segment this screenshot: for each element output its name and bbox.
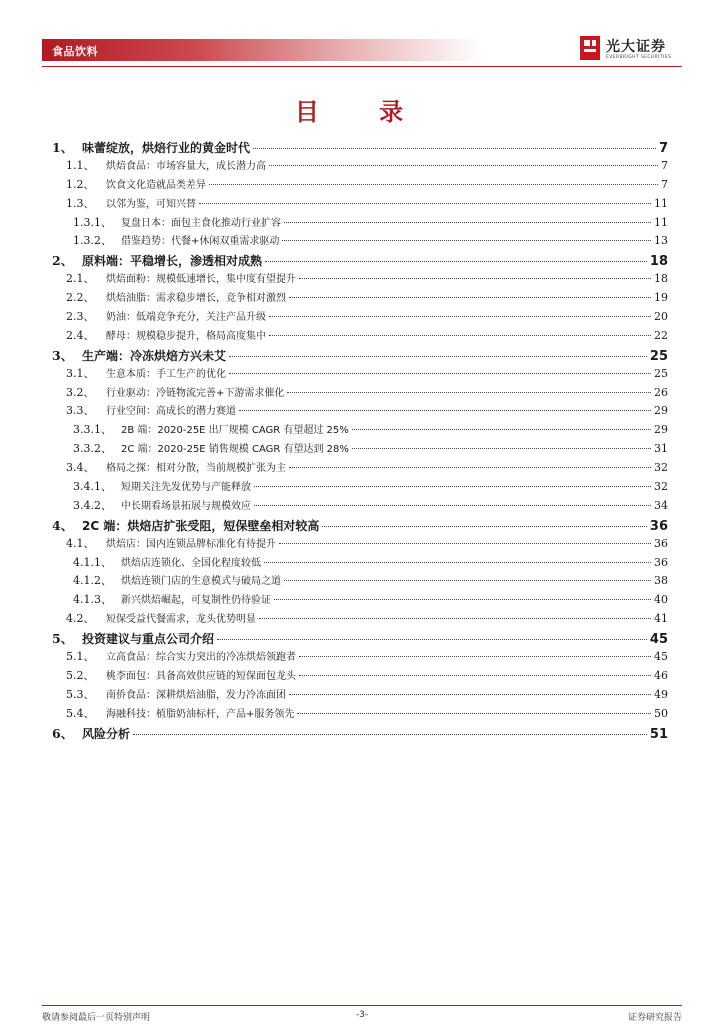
toc-entry[interactable] xyxy=(52,384,668,403)
toc-entry[interactable] xyxy=(52,327,668,346)
toc-leader-dots xyxy=(239,410,651,411)
toc-leader-dots xyxy=(289,467,651,468)
toc-entry[interactable] xyxy=(52,554,668,573)
toc-entry-number: 3.2、 xyxy=(66,385,95,399)
toc-leader-dots xyxy=(217,639,647,640)
toc-entry-page: 32 xyxy=(654,480,668,494)
toc-entry-page: 32 xyxy=(654,461,668,475)
toc-entry-title: 味蕾绽放，烘焙行业的黄金时代 xyxy=(82,141,251,155)
toc-leader-dots xyxy=(289,694,651,695)
toc-entry-number: 3.1、 xyxy=(66,366,95,380)
logo-name: 光大证券 xyxy=(606,39,666,55)
page-number: -3- xyxy=(355,1010,369,1020)
toc-entry-number: 3、 xyxy=(52,347,74,363)
toc-entry-title: 新兴烘焙崛起，可复制性仍待验证 xyxy=(121,595,271,607)
footer-disclaimer: 敬请参阅最后一页特别声明 xyxy=(42,1013,151,1023)
toc-entry-number: 1.3、 xyxy=(66,196,95,210)
toc-entry-title: 原料端：平稳增长，渗透相对成熟 xyxy=(82,254,263,269)
toc-entry[interactable] xyxy=(52,138,668,157)
toc-entry-page: 18 xyxy=(654,272,668,286)
toc-entry-number: 1.3.2、 xyxy=(73,234,112,248)
toc-entry-page: 46 xyxy=(654,668,668,682)
toc-leader-dots xyxy=(269,316,651,317)
toc-leader-dots xyxy=(253,148,656,149)
toc-leader-dots xyxy=(259,618,651,619)
toc-entry-page: 40 xyxy=(654,593,668,607)
toc-entry-number: 3.4.2、 xyxy=(73,498,112,512)
toc-leader-dots xyxy=(352,429,651,430)
toc-entry[interactable] xyxy=(52,176,668,195)
toc-entry-title: 格局之探：相对分散，当前规模扩张为主 xyxy=(106,463,286,475)
toc-entry-title: 投资建议与重点公司介绍 xyxy=(82,632,215,647)
toc-entry-title: 风险分析 xyxy=(82,726,131,741)
toc-entry-title: 复盘日本：面包主食化推动行业扩容 xyxy=(121,217,281,229)
toc-entry-title: 酵母：规模稳步提升，格局高度集中 xyxy=(106,330,266,342)
toc-entry-title: 海融科技：植脂奶油标杆，产品+服务领先 xyxy=(106,708,295,720)
toc-entry-title: 饮食文化造就品类差异 xyxy=(106,179,206,191)
toc-entry-title: 短期关注先发优势与产能释放 xyxy=(121,482,251,494)
toc-entry[interactable] xyxy=(52,497,668,516)
toc-entry[interactable] xyxy=(52,402,668,421)
toc-leader-dots xyxy=(274,599,651,600)
toc-leader-dots xyxy=(282,240,651,241)
toc-entry-page: 36 xyxy=(654,555,668,569)
toc-entry-title: 烘焙店连锁化、全国化程度较低 xyxy=(121,557,261,569)
toc-entry-number: 6、 xyxy=(52,725,74,741)
toc-entry-number: 4.1、 xyxy=(66,536,95,550)
toc-entry-page: 38 xyxy=(654,574,668,588)
toc-entry-number: 5.2、 xyxy=(66,668,95,682)
toc-entry[interactable] xyxy=(52,516,668,535)
toc-entry-number: 3.3.2、 xyxy=(73,442,112,456)
toc-entry-page: 18 xyxy=(649,254,668,270)
toc-entry-title: 烘焙食品：市场容量大，成长潜力高 xyxy=(106,160,266,172)
logo-mark-icon xyxy=(580,36,600,60)
toc-entry[interactable] xyxy=(52,705,668,724)
toc-leader-dots xyxy=(284,222,651,223)
toc-entry[interactable] xyxy=(52,421,668,440)
page-title: 目 录 xyxy=(294,98,430,126)
toc-entry-number: 4.1.2、 xyxy=(73,574,112,588)
toc-entry[interactable] xyxy=(52,308,668,327)
toc-entry-title: 以邻为鉴，可知兴替 xyxy=(106,198,196,210)
toc-entry[interactable] xyxy=(52,346,668,365)
toc-entry[interactable] xyxy=(52,572,668,591)
toc-entry[interactable] xyxy=(52,232,668,251)
toc-leader-dots xyxy=(284,580,651,581)
toc-entry-number: 3.3、 xyxy=(66,404,95,418)
toc-entry-page: 11 xyxy=(654,196,668,210)
toc-entry-page: 45 xyxy=(654,650,668,664)
toc-leader-dots xyxy=(269,335,651,336)
toc-entry-page: 7 xyxy=(658,141,668,156)
toc-entry-number: 2.3、 xyxy=(66,310,95,324)
toc-entry-number: 3.3.1、 xyxy=(73,423,112,437)
toc-entry[interactable] xyxy=(52,610,668,629)
toc-entry[interactable] xyxy=(52,535,668,554)
toc-entry-title: 南侨食品：深耕烘焙油脂，发力冷冻面团 xyxy=(106,689,286,701)
toc-entry-page: 25 xyxy=(654,366,668,380)
toc-entry-title: 立高食品：综合实力突出的冷冻烘焙领跑者 xyxy=(106,652,296,664)
toc-entry-page: 13 xyxy=(654,234,668,248)
toc-entry-title: 行业空间：高成长的潜力赛道 xyxy=(106,406,236,418)
toc-entry-number: 1.2、 xyxy=(66,177,95,191)
toc-entry-number: 4、 xyxy=(52,517,74,533)
toc-entry-page: 22 xyxy=(654,328,668,342)
toc-entry-number: 5.3、 xyxy=(66,687,95,701)
toc-entry-page: 34 xyxy=(654,498,668,512)
toc-entry[interactable] xyxy=(52,365,668,384)
toc-entry-page: 49 xyxy=(654,687,668,701)
logo-subtitle: EVERBRIGHT SECURITIES xyxy=(606,55,672,60)
toc-entry[interactable] xyxy=(52,289,668,308)
toc-entry-page: 7 xyxy=(661,158,668,172)
footer-rule xyxy=(42,1005,682,1006)
toc-entry-page: 7 xyxy=(661,177,668,191)
toc-leader-dots xyxy=(322,526,647,527)
toc-entry-title: 烘焙连锁门店的生意模式与破局之道 xyxy=(121,576,281,588)
toc-entry-page: 36 xyxy=(654,536,668,550)
toc-entry[interactable] xyxy=(52,459,668,478)
toc-entry[interactable] xyxy=(52,195,668,214)
header-rule xyxy=(42,66,682,67)
toc-entry-page: 29 xyxy=(654,423,668,437)
toc-entry-number: 1.1、 xyxy=(66,158,95,172)
toc-leader-dots xyxy=(264,562,651,563)
toc-entry-title: 生意本质：手工生产的优化 xyxy=(106,368,226,380)
toc-leader-dots xyxy=(269,165,658,166)
toc-entry[interactable] xyxy=(52,629,668,648)
toc-entry-page: 20 xyxy=(654,310,668,324)
toc-leader-dots xyxy=(279,543,651,544)
table-of-contents xyxy=(52,138,668,743)
toc-entry-number: 2、 xyxy=(52,253,74,269)
toc-entry-page: 36 xyxy=(649,518,668,534)
header-band xyxy=(42,39,482,61)
toc-entry-page: 31 xyxy=(654,442,668,456)
toc-leader-dots xyxy=(297,713,651,714)
toc-entry-number: 2.1、 xyxy=(66,272,95,286)
toc-entry[interactable] xyxy=(52,440,668,459)
toc-entry-number: 1.3.1、 xyxy=(73,215,112,229)
toc-leader-dots xyxy=(229,373,651,374)
toc-entry-page: 41 xyxy=(654,612,668,626)
toc-entry-title: 2C 端：烘焙店扩张受阻，短保壁垒相对较高 xyxy=(82,518,320,533)
toc-leader-dots xyxy=(265,261,647,262)
toc-entry[interactable] xyxy=(52,591,668,610)
toc-entry-title: 行业驱动：冷链物流完善+下游需求催化 xyxy=(106,387,285,399)
toc-entry-number: 4.1.1、 xyxy=(73,555,112,569)
toc-entry-title: 桃李面包：具备高效供应链的短保面包龙头 xyxy=(106,670,296,682)
toc-entry-title: 2C 端：2020-25E 销售规模 CAGR 有望达到 28% xyxy=(121,444,349,456)
toc-entry-title: 奶油：低端竞争充分，关注产品升级 xyxy=(106,312,266,324)
toc-entry-page: 19 xyxy=(654,291,668,305)
toc-entry-number: 5.1、 xyxy=(66,650,95,664)
toc-entry-page: 11 xyxy=(654,215,668,229)
toc-entry-number: 5、 xyxy=(52,631,74,647)
toc-leader-dots xyxy=(254,505,651,506)
toc-entry-number: 4.1.3、 xyxy=(73,593,112,607)
toc-entry[interactable] xyxy=(52,157,668,176)
toc-entry[interactable] xyxy=(52,251,668,270)
toc-entry[interactable] xyxy=(52,686,668,705)
footer-report-type: 证券研究报告 xyxy=(627,1013,682,1023)
toc-leader-dots xyxy=(287,392,651,393)
toc-entry[interactable] xyxy=(52,270,668,289)
toc-leader-dots xyxy=(289,297,651,298)
toc-entry-title: 2B 端：2020-25E 出厂规模 CAGR 有望超过 25% xyxy=(121,425,349,437)
toc-entry-title: 中长期看场景拓展与规模效应 xyxy=(121,500,251,512)
toc-entry[interactable] xyxy=(52,214,668,233)
toc-entry-number: 4.2、 xyxy=(66,612,95,626)
toc-leader-dots xyxy=(199,203,651,204)
toc-entry-title: 借鉴趋势：代餐+休闲双重需求驱动 xyxy=(121,236,280,248)
toc-entry[interactable] xyxy=(52,724,668,743)
toc-leader-dots xyxy=(133,734,647,735)
toc-entry-title: 生产端：冷冻烘焙方兴未艾 xyxy=(82,348,227,363)
toc-entry-number: 2.4、 xyxy=(66,328,95,342)
toc-entry-number: 3.4.1、 xyxy=(73,480,112,494)
section-label: 食品饮料 xyxy=(52,45,98,58)
toc-entry-page: 51 xyxy=(649,726,668,742)
toc-entry-title: 短保受益代餐需求，龙头优势明显 xyxy=(106,614,256,626)
toc-leader-dots xyxy=(352,448,651,449)
toc-entry[interactable] xyxy=(52,667,668,686)
toc-entry-number: 1、 xyxy=(52,140,74,155)
toc-entry-page: 45 xyxy=(649,632,668,648)
toc-entry-page: 26 xyxy=(654,385,668,399)
toc-entry-title: 烘焙面粉：规模低速增长，集中度有望提升 xyxy=(106,274,296,286)
toc-leader-dots xyxy=(209,184,658,185)
toc-entry[interactable] xyxy=(52,648,668,667)
toc-entry-title: 烘焙油脂：需求稳步增长，竞争相对激烈 xyxy=(106,293,286,305)
toc-leader-dots xyxy=(299,656,651,657)
company-logo xyxy=(580,34,690,64)
toc-entry-number: 5.4、 xyxy=(66,706,95,720)
toc-entry-title: 烘焙店：国内连锁品牌标准化有待提升 xyxy=(106,538,276,550)
toc-leader-dots xyxy=(229,356,647,357)
toc-entry-page: 25 xyxy=(649,348,668,364)
toc-entry-number: 3.4、 xyxy=(66,461,95,475)
toc-entry-page: 50 xyxy=(654,706,668,720)
toc-entry-number: 2.2、 xyxy=(66,291,95,305)
toc-leader-dots xyxy=(299,278,651,279)
toc-entry[interactable] xyxy=(52,478,668,497)
toc-leader-dots xyxy=(254,486,651,487)
toc-entry-page: 29 xyxy=(654,404,668,418)
toc-leader-dots xyxy=(299,675,651,676)
